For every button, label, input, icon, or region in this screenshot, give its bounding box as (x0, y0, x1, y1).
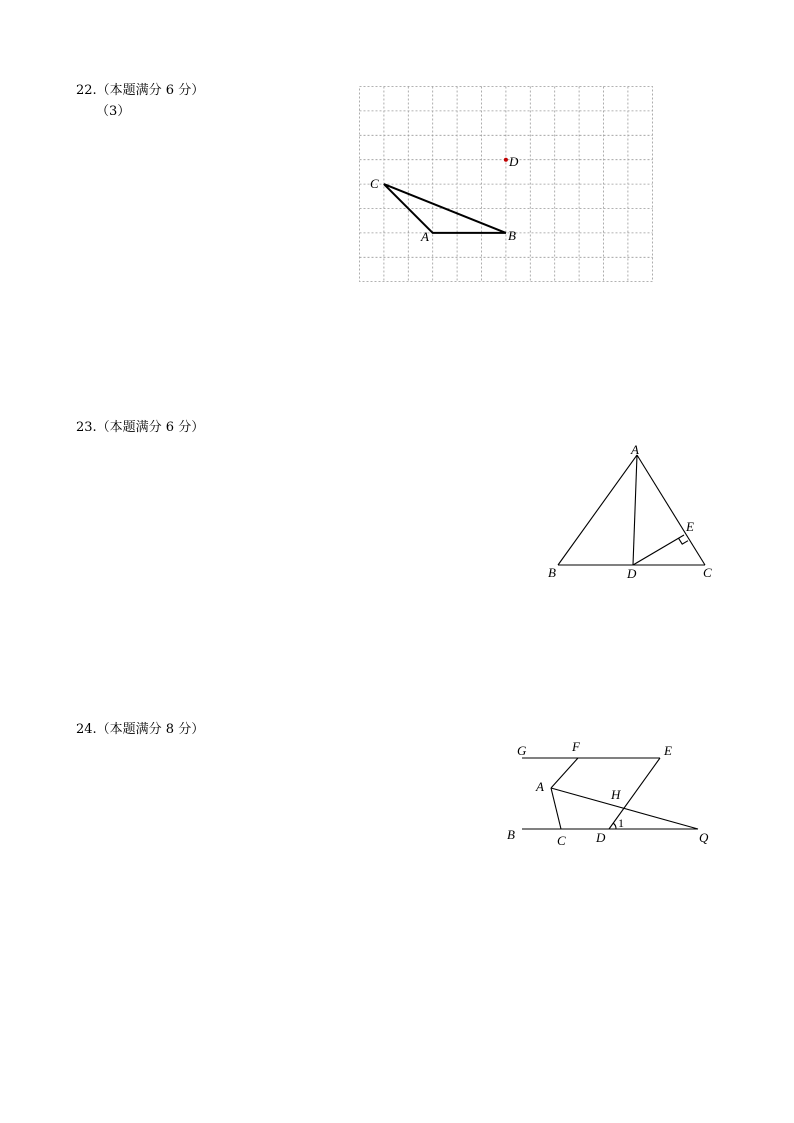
label-d: D (596, 830, 606, 845)
segment-aq (551, 788, 698, 829)
angle-1-arc (613, 823, 616, 829)
angle-1-label: 1 (618, 816, 624, 830)
label-b: B (548, 565, 556, 580)
label-a: A (631, 442, 639, 457)
segment-af (551, 758, 578, 788)
label-d: D (509, 154, 519, 169)
label-h: H (611, 787, 621, 802)
label-e: E (664, 743, 672, 758)
label-a: A (536, 779, 544, 794)
label-c: C (370, 176, 379, 191)
label-e: E (686, 519, 694, 534)
label-b: B (507, 827, 515, 842)
label-q: Q (699, 830, 709, 845)
question-24-label: 24.（本题满分 8 分） (76, 722, 205, 737)
label-d: D (627, 566, 637, 581)
label-f: F (572, 739, 580, 754)
label-g: G (517, 743, 527, 758)
question-23-label: 23.（本题满分 6 分） (76, 420, 205, 435)
question-22-label: 22.（本题满分 6 分） (76, 83, 205, 98)
question-22-subpart: （3） (96, 104, 131, 119)
segment-ac (551, 788, 561, 829)
label-c: C (557, 833, 566, 848)
label-b: B (508, 228, 516, 243)
label-c: C (703, 565, 712, 580)
label-a: A (421, 229, 429, 244)
